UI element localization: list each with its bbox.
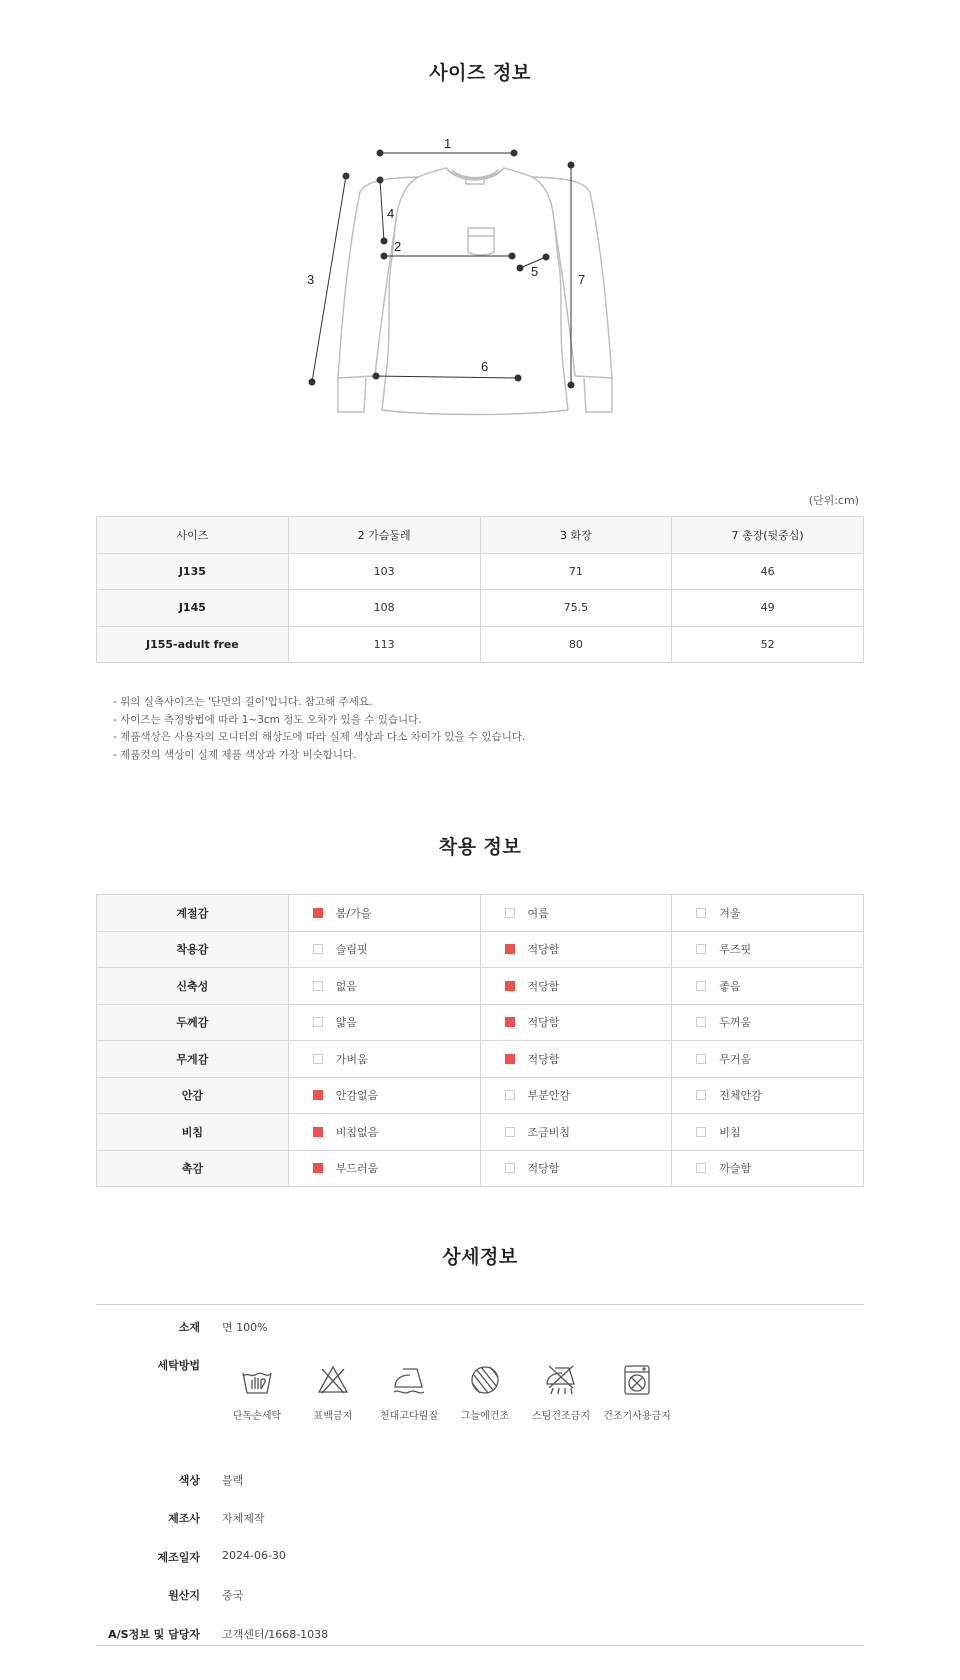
hand-wash-icon	[240, 1363, 274, 1397]
fit-option-label: 무거움	[719, 1052, 752, 1066]
fit-row	[97, 1004, 864, 1041]
fit-row	[97, 1150, 864, 1187]
fit-option	[672, 1151, 863, 1187]
table-cell: 103	[288, 553, 480, 590]
table-row	[97, 553, 864, 590]
fit-info-title: 착용 정보	[438, 836, 522, 858]
fit-option-cell	[288, 1077, 480, 1114]
no-steam-dry-icon	[543, 1363, 579, 1397]
fit-option-label: 비침	[719, 1125, 741, 1139]
label-4: 4	[387, 206, 395, 221]
size-name: J155-adult free	[97, 626, 289, 663]
unchecked-box-icon	[505, 1127, 515, 1137]
fit-option-label: 적당함	[527, 943, 560, 957]
size-name: J145	[97, 590, 289, 627]
detail-info-panel	[96, 1304, 864, 1646]
unchecked-box-icon	[696, 981, 706, 991]
fit-option-cell	[672, 931, 864, 968]
fit-row	[97, 931, 864, 968]
fit-option	[289, 1041, 480, 1077]
fit-option	[672, 895, 863, 931]
fit-option-cell	[672, 895, 864, 932]
fit-row-label: 비침	[97, 1114, 289, 1151]
no-bleach-icon	[316, 1363, 350, 1397]
fit-option-label: 비침없음	[335, 1125, 379, 1139]
checked-box-icon	[505, 1017, 515, 1027]
checked-box-icon	[505, 1054, 515, 1064]
label-5: 5	[531, 264, 539, 279]
checked-box-icon	[313, 1090, 323, 1100]
wash-label-text: 건조기사용금지	[603, 1411, 671, 1422]
no-tumble-dry-icon	[620, 1363, 654, 1397]
unchecked-box-icon	[696, 1017, 706, 1027]
fit-option-label: 가벼움	[335, 1052, 368, 1066]
fit-option	[481, 1041, 672, 1077]
unchecked-box-icon	[313, 1054, 323, 1064]
iron-icon	[391, 1363, 427, 1397]
fit-option	[672, 1078, 863, 1114]
fit-option-label: 적당함	[527, 979, 560, 993]
fit-option-label: 슬림핏	[335, 943, 368, 957]
header-chest: 2 가슴둘레	[288, 517, 480, 554]
table-cell: 52	[672, 626, 864, 663]
fit-option	[289, 1114, 480, 1150]
unchecked-box-icon	[696, 1127, 706, 1137]
fit-option-label: 루즈핏	[719, 943, 752, 957]
material-label: 소재	[178, 1321, 200, 1334]
label-6: 6	[481, 359, 489, 374]
fit-option	[672, 1005, 863, 1041]
fit-option-cell	[480, 1114, 672, 1151]
unchecked-box-icon	[313, 981, 323, 991]
fit-option	[672, 1041, 863, 1077]
fit-row-label: 두께감	[97, 1004, 289, 1041]
fit-option-label: 봄/가을	[335, 906, 372, 920]
unchecked-box-icon	[696, 1163, 706, 1173]
unit-label: (단위:cm)	[808, 494, 859, 507]
size-table	[96, 516, 864, 663]
size-notes	[113, 694, 525, 764]
fit-option-label: 적당함	[527, 1162, 560, 1176]
fit-option-label: 얇음	[335, 1016, 358, 1030]
fit-option-cell	[288, 931, 480, 968]
fit-option	[289, 895, 480, 931]
fit-table	[96, 894, 864, 1187]
wash-item	[602, 1363, 672, 1422]
material-value: 면 100%	[222, 1321, 268, 1334]
fit-option	[481, 1151, 672, 1187]
detail-value: 2024-06-30	[222, 1549, 286, 1562]
detail-label: 제조사	[168, 1512, 200, 1525]
shade-dry-icon	[468, 1363, 502, 1397]
wash-item	[450, 1363, 520, 1422]
checked-box-icon	[313, 1127, 323, 1137]
fit-option-cell	[672, 1041, 864, 1078]
fit-option-cell	[288, 1114, 480, 1151]
fit-option-label: 안감없음	[335, 1089, 379, 1103]
fit-row-label: 무게감	[97, 1041, 289, 1078]
fit-option-label: 적당함	[527, 1016, 560, 1030]
wash-item	[222, 1363, 292, 1422]
fit-option-label: 조금비침	[527, 1125, 571, 1139]
table-cell: 49	[672, 590, 864, 627]
note-line: - 제품컷의 색상이 실제 제품 색상과 가장 비슷합니다.	[113, 748, 357, 761]
fit-option	[481, 1114, 672, 1150]
checked-box-icon	[505, 944, 515, 954]
fit-option	[481, 895, 672, 931]
fit-row	[97, 1114, 864, 1151]
fit-option-label: 부드러움	[335, 1162, 379, 1176]
wash-item	[526, 1363, 596, 1422]
fit-option-label: 전체안감	[719, 1089, 762, 1103]
checked-box-icon	[505, 981, 515, 991]
fit-option-label: 까슬함	[719, 1162, 752, 1176]
note-line: - 사이즈는 측정방법에 따라 1~3cm 정도 오차가 있을 수 있습니다.	[113, 713, 422, 726]
table-cell: 113	[288, 626, 480, 663]
fit-option-cell	[672, 1004, 864, 1041]
fit-option-cell	[480, 1150, 672, 1187]
unchecked-box-icon	[505, 908, 515, 918]
table-cell: 71	[480, 553, 672, 590]
unchecked-box-icon	[696, 908, 706, 918]
unchecked-box-icon	[313, 1017, 323, 1027]
detail-value: 중국	[222, 1589, 244, 1602]
fit-option-cell	[480, 1004, 672, 1041]
fit-option	[481, 1005, 672, 1041]
fit-row-label: 신축성	[97, 968, 289, 1005]
wash-label-text: 표백금지	[313, 1411, 353, 1422]
unchecked-box-icon	[505, 1090, 515, 1100]
wash-label-text: 그늘에건조	[460, 1411, 510, 1422]
fit-option	[481, 968, 672, 1004]
detail-value: 블랙	[222, 1474, 244, 1487]
wash-label: 세탁방법	[157, 1359, 200, 1372]
detail-label: A/S정보 및 담당자	[108, 1628, 200, 1641]
fit-option-cell	[480, 968, 672, 1005]
fit-row	[97, 968, 864, 1005]
fit-option-cell	[288, 1150, 480, 1187]
unchecked-box-icon	[505, 1163, 515, 1173]
label-3: 3	[307, 272, 315, 287]
detail-info-title: 상세정보	[442, 1246, 518, 1268]
table-cell: 80	[480, 626, 672, 663]
detail-label: 원산지	[168, 1589, 200, 1602]
wash-label-text: 스팀건조금지	[532, 1411, 590, 1422]
fit-option-cell	[672, 1150, 864, 1187]
fit-option-label: 여름	[527, 906, 549, 920]
fit-option-cell	[480, 931, 672, 968]
label-2: 2	[394, 239, 402, 254]
fit-option	[289, 1078, 480, 1114]
table-row	[97, 626, 864, 663]
wash-item	[298, 1363, 368, 1422]
fit-row-label: 촉감	[97, 1150, 289, 1187]
table-header-row	[97, 517, 864, 554]
size-info-title: 사이즈 정보	[429, 62, 531, 84]
garment-measurement-diagram	[307, 136, 640, 430]
table-cell: 46	[672, 553, 864, 590]
detail-label: 색상	[178, 1474, 200, 1487]
detail-value: 고객센터/1668-1038	[222, 1628, 329, 1641]
table-cell: 108	[288, 590, 480, 627]
header-size: 사이즈	[97, 517, 289, 554]
wash-label-text: 단독손세탁	[232, 1411, 282, 1422]
fit-option	[672, 932, 863, 968]
fit-option	[481, 1078, 672, 1114]
fit-option-cell	[288, 1004, 480, 1041]
unchecked-box-icon	[696, 1054, 706, 1064]
fit-row	[97, 1077, 864, 1114]
header-length: 7 총장(뒷중심)	[672, 517, 864, 554]
fit-row-label: 착용감	[97, 931, 289, 968]
table-cell: 75.5	[480, 590, 672, 627]
fit-option-label: 좋음	[719, 979, 741, 993]
fit-option-cell	[288, 968, 480, 1005]
fit-option-label: 부분안감	[527, 1089, 571, 1103]
fit-option-label: 겨울	[719, 906, 741, 920]
size-name: J135	[97, 553, 289, 590]
fit-row	[97, 1041, 864, 1078]
fit-option	[289, 968, 480, 1004]
label-7: 7	[578, 272, 586, 287]
table-row	[97, 590, 864, 627]
detail-label: 제조일자	[157, 1551, 200, 1564]
fit-option	[481, 932, 672, 968]
fit-option	[672, 1114, 863, 1150]
fit-option	[289, 1151, 480, 1187]
unchecked-box-icon	[696, 944, 706, 954]
fit-row	[97, 895, 864, 932]
checked-box-icon	[313, 908, 323, 918]
label-1: 1	[444, 136, 452, 151]
fit-option-cell	[672, 1114, 864, 1151]
detail-value: 자체제작	[222, 1512, 265, 1525]
fit-option-cell	[480, 1041, 672, 1078]
fit-option-cell	[288, 1041, 480, 1078]
note-line: - 제품색상은 사용자의 모니터의 해상도에 따라 실제 색상과 다소 차이가 있을 수 있습니다.	[113, 731, 526, 743]
wash-label-text: 천대고다림질	[380, 1411, 438, 1422]
fit-row-label: 안감	[97, 1077, 289, 1114]
unchecked-box-icon	[313, 944, 323, 954]
fit-option-cell	[672, 1077, 864, 1114]
fit-option	[672, 968, 863, 1004]
note-line: - 위의 실측사이즈는 '단면의 길이'입니다. 참고해 주세요.	[113, 696, 373, 708]
fit-option-label: 적당함	[527, 1052, 560, 1066]
fit-option-cell	[672, 968, 864, 1005]
fit-option	[289, 932, 480, 968]
wash-item	[374, 1363, 444, 1422]
checked-box-icon	[313, 1163, 323, 1173]
fit-option-cell	[288, 895, 480, 932]
wash-icons	[222, 1363, 682, 1443]
fit-option	[289, 1005, 480, 1041]
unchecked-box-icon	[696, 1090, 706, 1100]
header-sleeve: 3 화장	[480, 517, 672, 554]
fit-option-label: 없음	[335, 979, 358, 993]
fit-option-label: 두꺼움	[719, 1016, 752, 1030]
fit-row-label: 계절감	[97, 895, 289, 932]
fit-option-cell	[480, 895, 672, 932]
fit-option-cell	[480, 1077, 672, 1114]
